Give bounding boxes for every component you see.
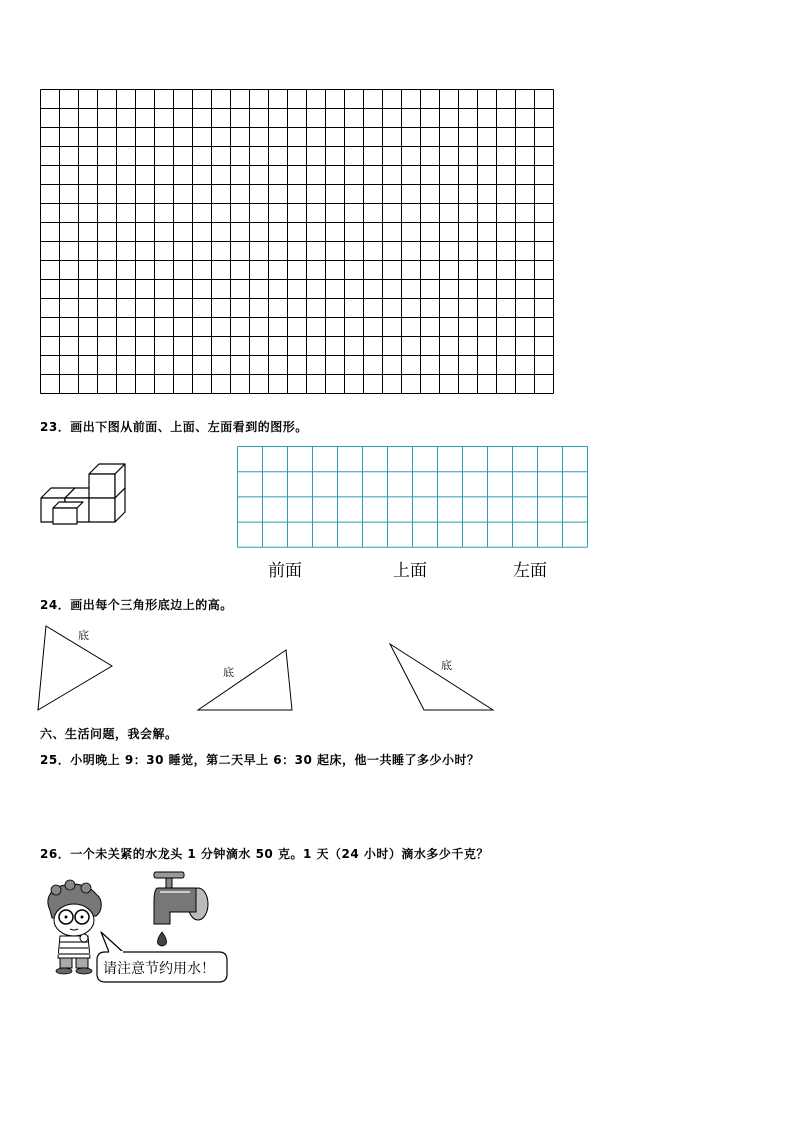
label-front-view: 前面 — [268, 561, 302, 581]
label-top-view: 上面 — [393, 561, 427, 581]
triangle-2-base-label: 底 — [223, 666, 234, 679]
label-left-view: 左面 — [513, 561, 547, 581]
triangle-1-base-label: 底 — [78, 629, 89, 642]
question-25: 25．小明晚上 9：30 睡觉，第二天早上 6：30 起床，他一共睡了多少小时？ — [40, 753, 480, 767]
triangle-3 — [388, 642, 496, 714]
answer-grid-q23 — [237, 446, 589, 549]
question-26: 26．一个未关紧的水龙头 1 分钟滴水 50 克。1 天（24 小时）滴水多少千克？ — [40, 847, 489, 861]
answer-grid-top — [40, 89, 555, 395]
section-6-title: 六、生活问题，我会解。 — [40, 727, 178, 741]
speech-bubble-text: 请注意节约用水！ — [103, 961, 215, 977]
cube-stack-figure — [35, 458, 135, 528]
triangle-1 — [36, 624, 116, 712]
question-23: 23．画出下图从前面、上面、左面看到的图形。 — [40, 420, 308, 434]
question-24: 24．画出每个三角形底边上的高。 — [40, 598, 233, 612]
triangle-3-base-label: 底 — [441, 659, 452, 672]
triangle-2 — [196, 648, 296, 714]
